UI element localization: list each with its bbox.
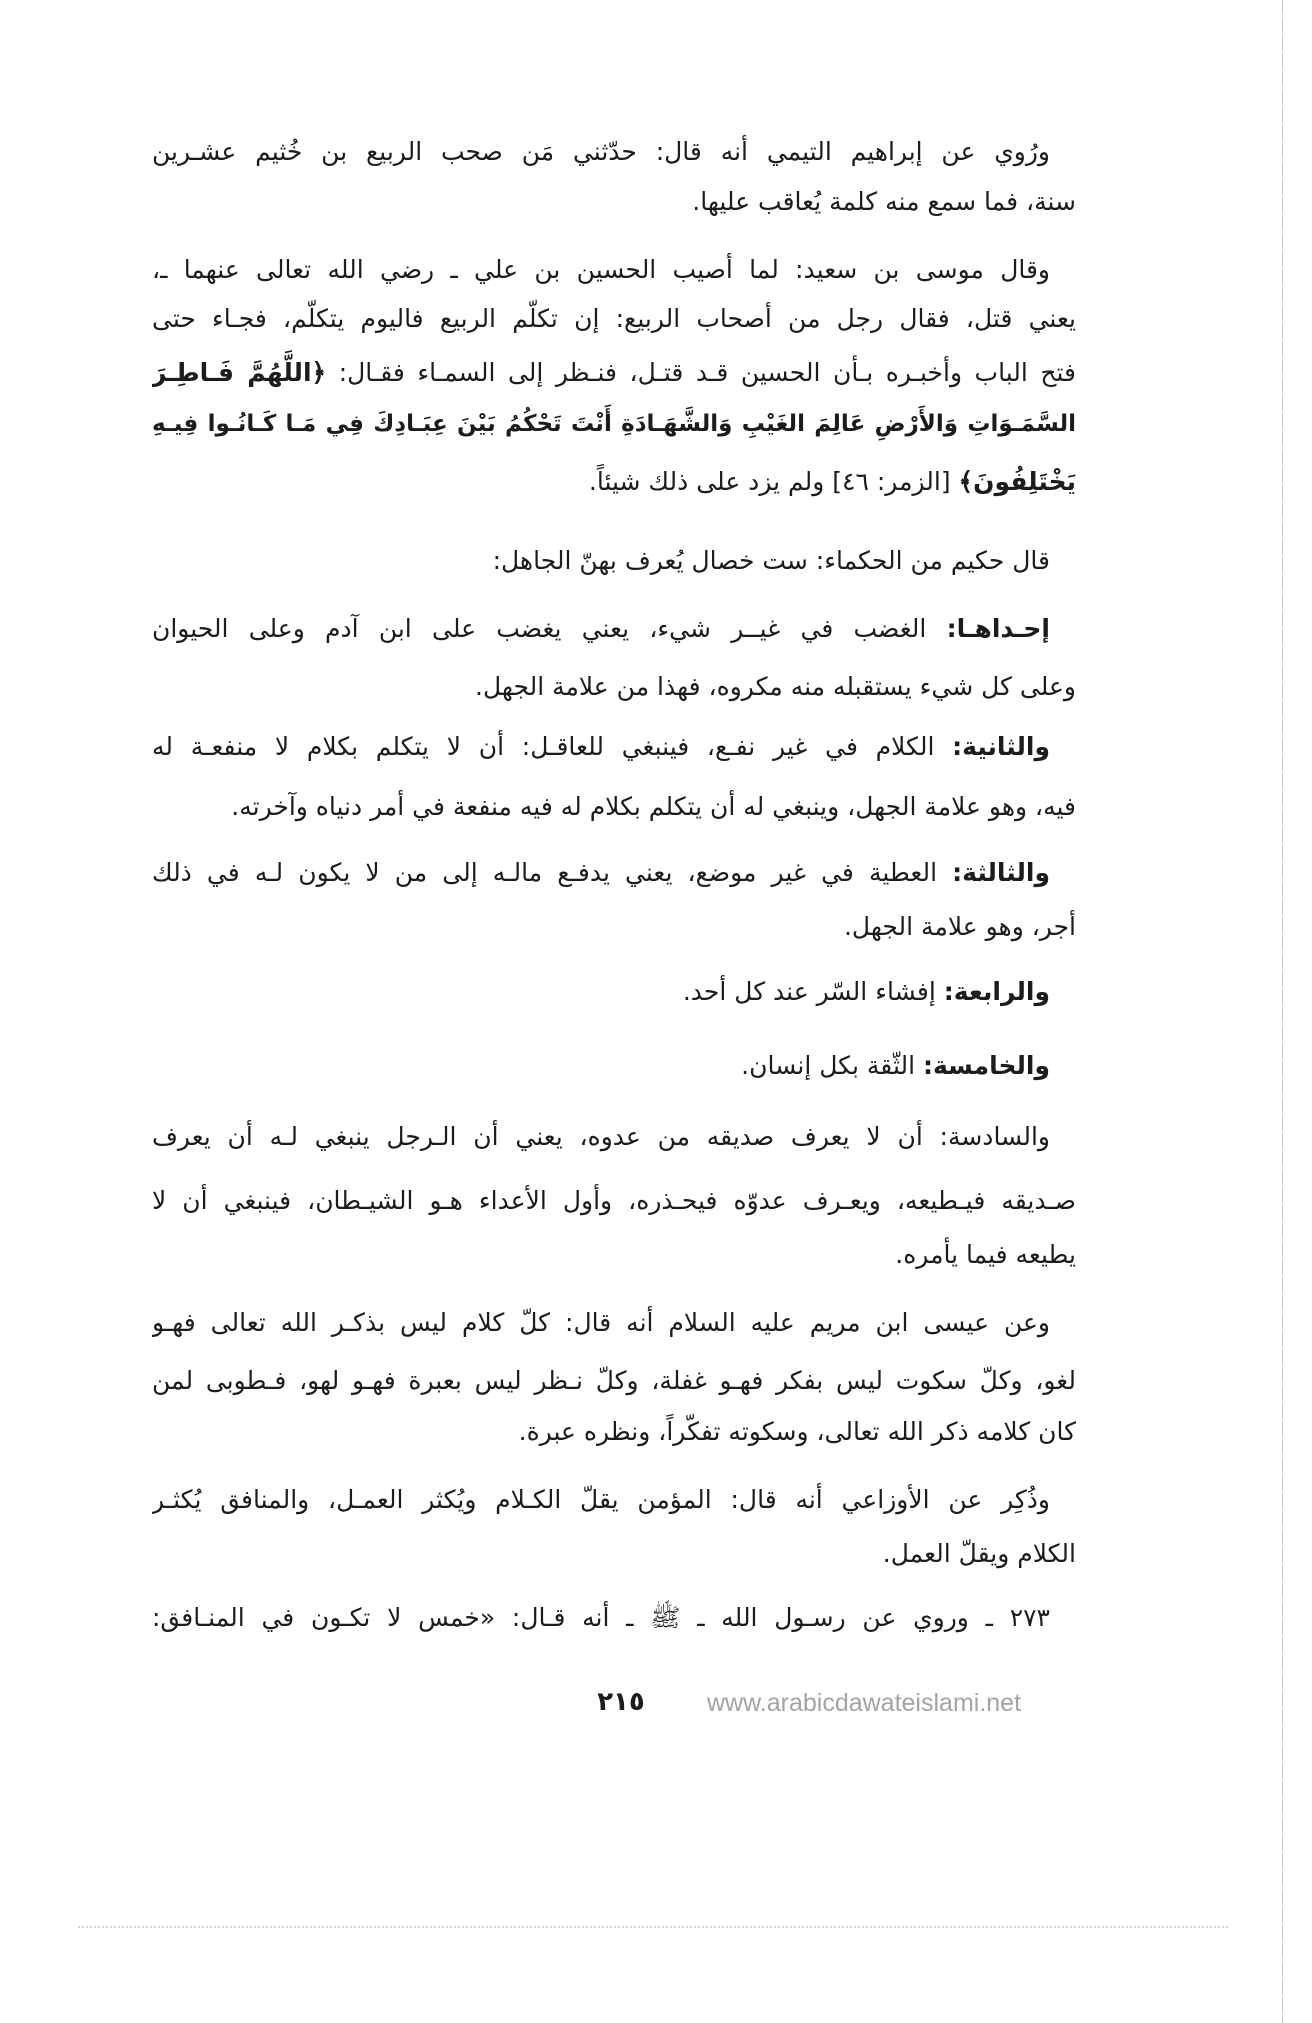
text-line (152, 1041, 1076, 1091)
quran-verse-text: يَخْتَلِفُونَ﴾ (958, 467, 1076, 496)
line-text: ورُوي عن إبراهيم التيمي أنه قال: حدّثني مَن صحب الربيع بن خُثيم عشـرين (152, 137, 1050, 166)
text-line (152, 782, 1076, 832)
text-line (152, 127, 1076, 177)
text-line (152, 348, 1076, 398)
watermark-url: www.arabicdawateislami.net (707, 1689, 1022, 1717)
text-line (152, 1298, 1076, 1348)
line-text: إفشاء السّر عند كل أحد. (682, 977, 936, 1006)
item-label: إحـداهـا: (946, 614, 1050, 643)
text-line (152, 1593, 1076, 1643)
text-line (152, 848, 1076, 898)
text-line (152, 457, 1076, 507)
line-text: الكلام ويقلّ العمل. (882, 1539, 1076, 1568)
line-text: فتح الباب وأخبـره بـأن الحسين قـد قتـل، فنـظر إلى السمـاء فقـال: (338, 358, 1076, 387)
item-label: والثانية: (952, 732, 1051, 761)
line-text: صـديقه فيـطيعه، ويعـرف عدوّه فيحـذره، وأول الأعداء هـو الشيـطان، فينبغي أن لا (152, 1186, 1076, 1215)
line-text: والسادسة: أن لا يعرف صديقه من عدوه، يعني أن الـرجل ينبغي لـه أن يعرف (152, 1122, 1050, 1151)
scan-dots (78, 1926, 1228, 1928)
text-line (152, 902, 1076, 952)
line-text: سنة، فما سمع منه كلمة يُعاقب عليها. (692, 187, 1076, 216)
text-line (152, 1230, 1076, 1280)
text-line (152, 1529, 1076, 1579)
text-line (152, 662, 1076, 712)
item-label: والثالثة: (952, 858, 1050, 887)
text-line (152, 1356, 1076, 1406)
line-text: الكلام في غير نفـع، فينبغي للعاقـل: أن لا يتكلم بكلام لا منفعـة له (152, 732, 935, 761)
line-text: وقال موسى بن سعيد: لما أصيب الحسين بن علي ـ رضي الله تعالى عنهما ـ، (152, 255, 1050, 284)
text-line (152, 1112, 1076, 1162)
line-text: قال حكيم من الحكماء: ست خصال يُعرف بهنّ الجاهل: (492, 546, 1050, 575)
text-line (152, 177, 1076, 227)
line-text: كان كلامه ذكر الله تعالى، وسكوته تفكّراً، ونظره عبرة. (518, 1417, 1076, 1446)
text-line (152, 1475, 1076, 1525)
line-text: لغو، وكلّ سكوت ليس بفكر فهـو غفلة، وكلّ نـظر ليس بعبرة فهـو لهو، فـطوبى لمن (152, 1366, 1076, 1395)
page-number: ٢١٥ (597, 1687, 645, 1717)
text-line (152, 967, 1076, 1017)
line-text: وذُكِر عن الأوزاعي أنه قال: المؤمن يقلّ الكـلام ويُكثر العمـل، والمنافق يُكثـر (152, 1485, 1050, 1514)
item-label: والخامسة: (923, 1051, 1050, 1080)
line-text: وعلى كل شيء يستقبله منه مكروه، فهذا من علامة الجهل. (475, 672, 1076, 701)
line-text: يعني قتل، فقال رجل من أصحاب الربيع: إن تكلّم الربيع فاليوم يتكلّم، فجـاء حتى (152, 304, 1076, 333)
line-text: أجر، وهو علامة الجهل. (843, 912, 1076, 941)
quran-verse-text: ﴿اللَّهُمَّ فَـاطِـرَ (152, 358, 327, 387)
line-text: وعن عيسى ابن مريم عليه السلام أنه قال: كلّ كلام ليس بذكـر الله تعالى فهـو (152, 1308, 1050, 1337)
text-line (152, 399, 1076, 449)
line-text: ٢٧٣ ـ وروي عن رسـول الله ـ ﷺ ـ أنه قـال: «خمس لا تكـون في المنـافق: (152, 1603, 1050, 1632)
text-line (152, 245, 1076, 295)
line-text: الثّقة بكل إنسان. (741, 1051, 916, 1080)
scan-edge-line (1282, 0, 1283, 2023)
line-text: [الزمر: ٤٦] ولم يزد على ذلك شيئاً. (588, 467, 951, 496)
line-text: فيه، وهو علامة الجهل، وينبغي له أن يتكلم بكلام له فيه منفعة في أمر دنياه وآخرته. (231, 792, 1076, 821)
line-text: الغضب في غيــر شيء، يعني يغضب على ابن آدم وعلى الحيوان (152, 614, 927, 643)
text-line (152, 1407, 1076, 1457)
text-line (152, 536, 1076, 586)
text-line (152, 294, 1076, 344)
item-label: والرابعة: (943, 977, 1050, 1006)
text-line (152, 1176, 1076, 1226)
quran-verse-text: السَّمَـوَاتِ وَالأَرْضِ عَالِمَ الغَيْبِ وَالشَّهَـادَةِ أَنْتَ تَحْكُمُ بَيْنَ عِبَـادِكَ فِي مَـا كَـانُـوا فِيـهِ (152, 411, 1076, 437)
line-text: العطية في غير موضع، يعني يدفـع مالـه إلى من لا يكون لـه في ذلك (152, 858, 938, 887)
line-text: يطيعه فيما يأمره. (895, 1240, 1076, 1269)
text-line (152, 722, 1076, 772)
text-line (152, 604, 1076, 654)
